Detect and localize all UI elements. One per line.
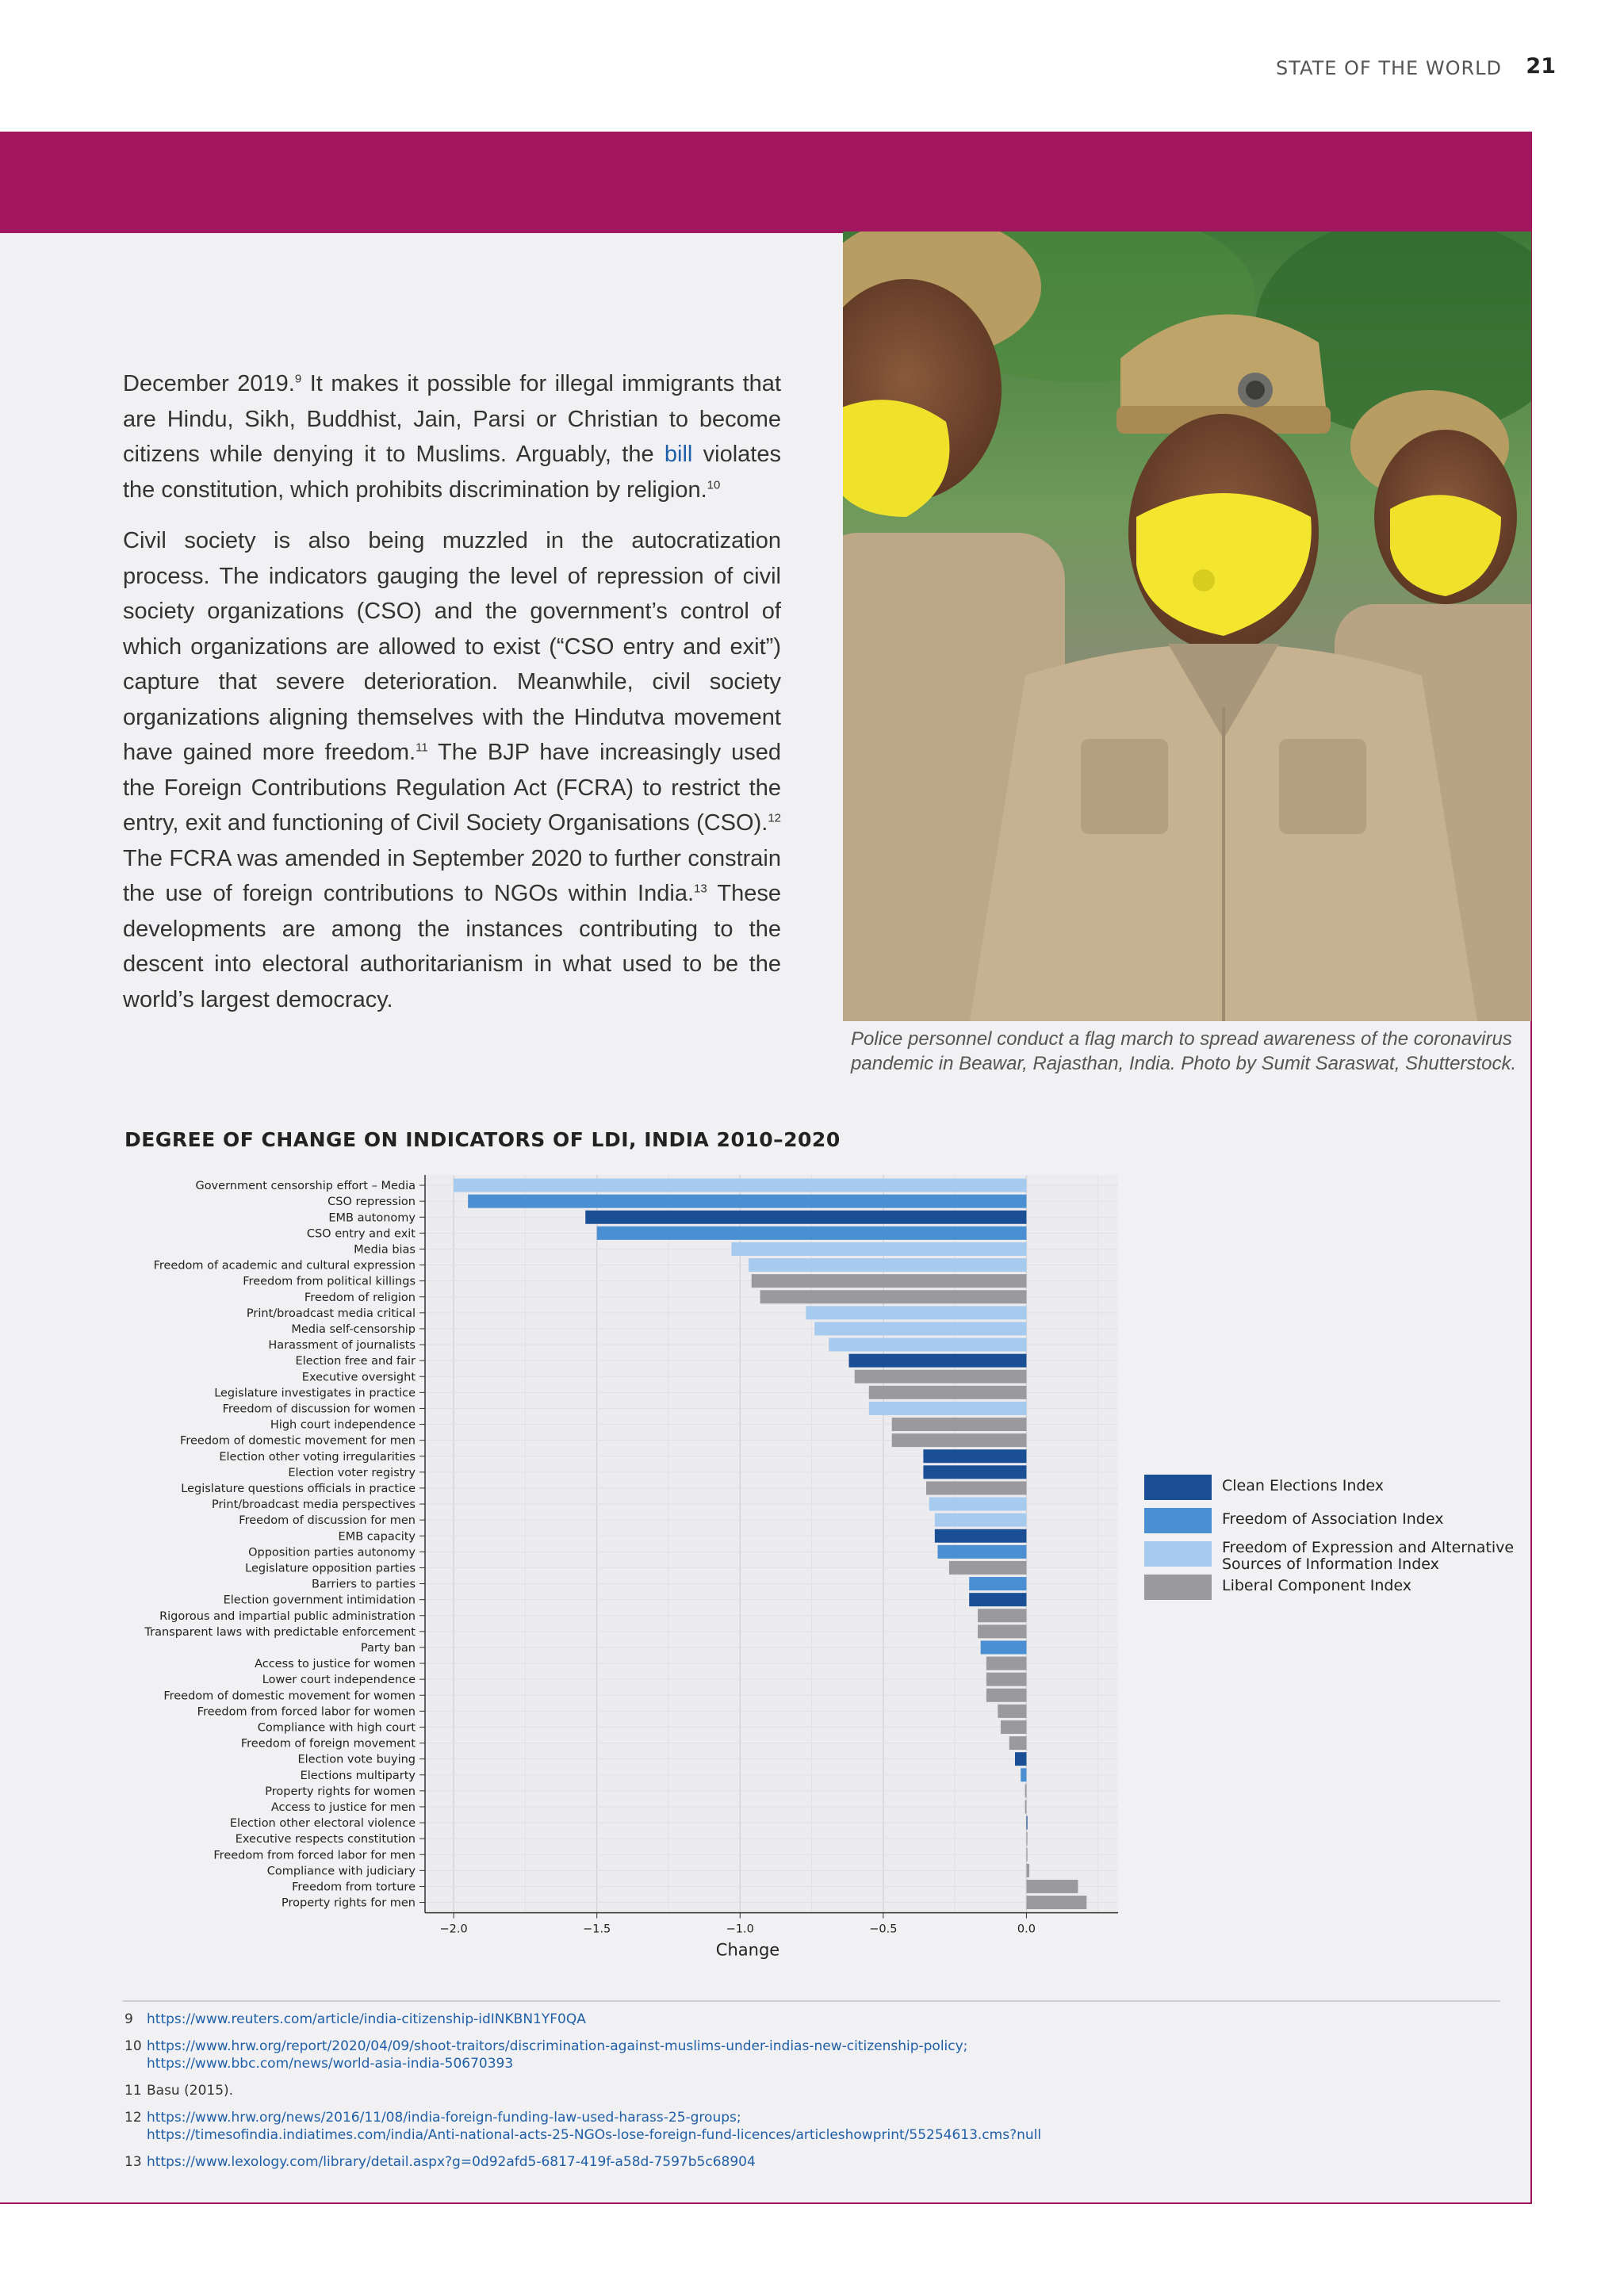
bar (855, 1370, 1027, 1383)
footnote-ref[interactable]: 13 (694, 882, 707, 896)
y-tick-label: CSO entry and exit (306, 1227, 416, 1241)
y-tick-label: Election government intimidation (223, 1594, 416, 1607)
y-tick-label: Freedom of discussion for women (222, 1402, 416, 1416)
bill-link[interactable]: bill (664, 442, 693, 467)
bar (1026, 1864, 1029, 1877)
body-text (123, 366, 781, 1033)
police-photo (843, 232, 1531, 1021)
legend-label: Clean Elections Index (1222, 1477, 1385, 1494)
footnote-text: Basu (2015). (147, 2083, 234, 2099)
y-tick-label: Print/broadcast media perspectives (211, 1498, 416, 1512)
bar (752, 1274, 1027, 1288)
y-tick-label: Print/broadcast media critical (246, 1307, 416, 1320)
text-run: Civil society is also being muzzled in the autocratization process. The indicators gauging the level of repression of civil society organizations (CSO) and the government’s control of which organizations are allowed to exist (“CSO entry and exit”) capture that severe deterioration. Meanwhile, civil society organizations aligning themselves with the Hindutva movement have gained more freedom. (123, 528, 781, 765)
bar (923, 1449, 1026, 1463)
text-run: It makes it possible for illegal immigrants that are Hindu, Sikh, Buddhist, Jain, Parsi or Christian to become citizens while denying it to Muslims. Arguably, the (123, 371, 781, 467)
bar (1021, 1768, 1026, 1781)
y-tick-label: Legislature questions officials in practice (181, 1482, 416, 1495)
bar (1026, 1832, 1027, 1846)
y-tick-label: Election voter registry (288, 1466, 416, 1479)
x-tick-label: 0.0 (1017, 1923, 1036, 1936)
footnote-ref[interactable]: 9 (294, 372, 302, 386)
footnote-link[interactable]: https://www.bbc.com/news/world-asia-india-50670393 (147, 2056, 514, 2072)
legend-swatch (1144, 1508, 1212, 1533)
bar (935, 1513, 1027, 1527)
bar (986, 1689, 1027, 1702)
footnote-link[interactable]: https://timesofindia.indiatimes.com/india/Anti-national-acts-25-NGOs-lose-foreign-fund-licences/articleshowprint/55254613.cms?null (147, 2127, 1042, 2143)
bar (1009, 1736, 1027, 1750)
bar (749, 1258, 1026, 1272)
y-tick-label: Rigorous and impartial public administration (159, 1609, 416, 1623)
y-tick-label: Freedom of domestic movement for women (163, 1689, 416, 1703)
y-tick-label: Legislature opposition parties (245, 1562, 416, 1575)
bar (468, 1195, 1026, 1208)
y-tick-label: Government censorship effort – Media (195, 1180, 416, 1193)
y-tick-label: Freedom from forced labor for women (197, 1705, 416, 1719)
legend-label: Freedom of Expression and Alternative Sources of Information Index (1222, 1539, 1515, 1573)
y-tick-label: Freedom of religion (304, 1291, 416, 1304)
footnote-ref[interactable]: 12 (768, 811, 781, 825)
y-tick-label: Freedom from political killings (243, 1275, 416, 1288)
footnote (124, 2038, 1520, 2072)
footnote-number: 9 (124, 2011, 133, 2027)
y-tick-label: Opposition parties autonomy (248, 1546, 416, 1559)
y-tick-label: Property rights for men (282, 1896, 416, 1910)
bar (986, 1657, 1027, 1670)
y-tick-label: Party ban (360, 1641, 416, 1655)
bar (814, 1322, 1026, 1335)
bar (597, 1226, 1027, 1240)
text-run: The FCRA was amended in September 2020 to further constrain the use of foreign contributions to NGOs within India. (123, 845, 781, 906)
legend-swatch (1144, 1475, 1212, 1500)
bar (806, 1306, 1026, 1319)
y-tick-label: Legislature investigates in practice (214, 1387, 416, 1400)
bar (1025, 1784, 1027, 1797)
y-tick-label: Freedom of domestic movement for men (180, 1434, 416, 1448)
bar (760, 1290, 1027, 1303)
footnotes (124, 2011, 1520, 2180)
bar (923, 1465, 1026, 1479)
footnote-link[interactable]: https://www.reuters.com/article/india-citizenship-idINKBN1YF0QA (147, 2011, 586, 2027)
x-tick-label: −1.0 (726, 1923, 754, 1936)
bar (454, 1179, 1026, 1192)
y-tick-label: Harassment of journalists (268, 1339, 416, 1353)
footnote (124, 2082, 1520, 2099)
y-tick-label: Executive respects constitution (235, 1833, 416, 1846)
bar (892, 1418, 1027, 1431)
x-tick-label: −2.0 (439, 1923, 468, 1936)
legend-swatch (1144, 1541, 1212, 1567)
footnote-link[interactable]: https://www.hrw.org/report/2020/04/09/shoot-traitors/discrimination-against-muslims-under-indias-new-citizenship-policy; (147, 2038, 968, 2054)
y-tick-label: Property rights for women (265, 1785, 416, 1798)
legend-label: Liberal Component Index (1222, 1577, 1412, 1594)
footnote-number: 10 (124, 2038, 142, 2054)
text-run: December 2019. (123, 371, 295, 396)
photo-caption: Police personnel conduct a flag march to spread awareness of the coronavirus pandemic in Beawar, Rajasthan, India. Photo by Sumit Saraswat, Shutterstock. (851, 1028, 1517, 1074)
footnote-link[interactable]: https://www.lexology.com/library/detail.aspx?g=0d92afd5-6817-419f-a58d-7597b5c68904 (147, 2154, 756, 2170)
y-tick-label: Freedom of discussion for men (239, 1514, 416, 1528)
y-tick-label: Compliance with high court (257, 1721, 416, 1735)
y-tick-label: Lower court independence (262, 1674, 416, 1687)
text-run: violates the constitution, which prohibits discrimination by religion. (123, 442, 781, 503)
paragraph-2 (123, 523, 781, 1017)
y-tick-label: EMB capacity (338, 1530, 416, 1544)
bar (585, 1211, 1026, 1224)
ldi-change-bar-chart (119, 1165, 1118, 1966)
y-tick-label: Election vote buying (297, 1753, 416, 1766)
legend-swatch (1144, 1575, 1212, 1600)
bar (829, 1338, 1026, 1352)
y-tick-label: Election free and fair (295, 1355, 416, 1368)
text-run: These developments are among the instances contributing to the descent into electoral authoritarianism in what used to be the world’s largest democracy. (123, 881, 782, 1012)
x-tick-label: −1.5 (583, 1923, 611, 1936)
footnotes-divider (123, 2000, 1500, 2002)
y-tick-label: Media self-censorship (291, 1322, 416, 1336)
footnote-number: 11 (124, 2083, 142, 2099)
bar (998, 1705, 1026, 1718)
legend-label: Freedom of Association Index (1222, 1510, 1444, 1528)
bar (949, 1561, 1027, 1575)
x-tick-label: −0.5 (869, 1923, 898, 1936)
y-tick-label: Transparent laws with predictable enforcement (144, 1625, 416, 1639)
y-tick-label: EMB autonomy (328, 1211, 416, 1225)
y-tick-label: Freedom from torture (292, 1881, 416, 1894)
page-number: 21 (1526, 54, 1556, 78)
bar (981, 1640, 1027, 1654)
bar (1015, 1752, 1026, 1766)
page-header (0, 0, 1624, 132)
y-tick-label: Access to justice for men (270, 1800, 416, 1814)
footnote (124, 2011, 1520, 2028)
x-axis-label: Change (715, 1940, 780, 1960)
footnote-link[interactable]: https://www.hrw.org/news/2016/11/08/india-foreign-funding-law-used-harass-25-groups; (147, 2110, 741, 2126)
bar (892, 1433, 1027, 1447)
bar (1026, 1880, 1078, 1893)
footnote-number: 12 (124, 2110, 142, 2126)
bar (937, 1545, 1026, 1559)
bar (978, 1624, 1026, 1638)
footnote-ref[interactable]: 11 (416, 740, 428, 755)
bar (1026, 1816, 1027, 1830)
y-tick-label: High court independence (270, 1418, 416, 1432)
bar (1025, 1800, 1027, 1813)
bar (986, 1673, 1027, 1686)
bar (969, 1593, 1026, 1606)
bar (869, 1402, 1027, 1415)
chart-title: DEGREE OF CHANGE ON INDICATORS OF LDI, INDIA 2010–2020 (124, 1128, 841, 1151)
bar (731, 1242, 1026, 1256)
footnote (124, 2153, 1520, 2171)
bar (849, 1354, 1027, 1368)
y-tick-label: CSO repression (327, 1196, 416, 1209)
bar (1026, 1848, 1027, 1862)
footnote-ref[interactable]: 10 (707, 477, 721, 492)
bar (969, 1577, 1026, 1590)
y-tick-label: Barriers to parties (312, 1578, 416, 1591)
y-tick-label: Media bias (354, 1243, 416, 1257)
bar (978, 1609, 1026, 1622)
y-tick-label: Election other electoral violence (229, 1817, 416, 1831)
y-tick-label: Compliance with judiciary (266, 1865, 416, 1878)
bar (926, 1481, 1026, 1494)
bar (869, 1386, 1027, 1399)
footnote-number: 13 (124, 2154, 142, 2170)
y-tick-label: Election other voting irregularities (219, 1450, 416, 1464)
bar (935, 1529, 1027, 1543)
bar (929, 1498, 1027, 1511)
text-run: The BJP have increasingly used the Foreign Contributions Regulation Act (FCRA) to restrict the entry, exit and functioning of Civil Society Organisations (CSO). (123, 740, 782, 836)
bar (1026, 1896, 1086, 1909)
footnote (124, 2109, 1520, 2144)
section-label: STATE OF THE WORLD (1275, 57, 1502, 79)
magenta-band (0, 132, 1532, 233)
y-tick-label: Executive oversight (301, 1371, 416, 1384)
y-tick-label: Freedom of foreign movement (240, 1737, 416, 1751)
y-tick-label: Freedom of academic and cultural expression (153, 1259, 416, 1272)
paragraph-1 (123, 366, 781, 507)
y-tick-label: Freedom from forced labor for men (213, 1849, 416, 1862)
y-tick-label: Elections multiparty (300, 1769, 416, 1782)
y-tick-label: Access to justice for women (255, 1658, 416, 1671)
bar (1001, 1720, 1027, 1734)
